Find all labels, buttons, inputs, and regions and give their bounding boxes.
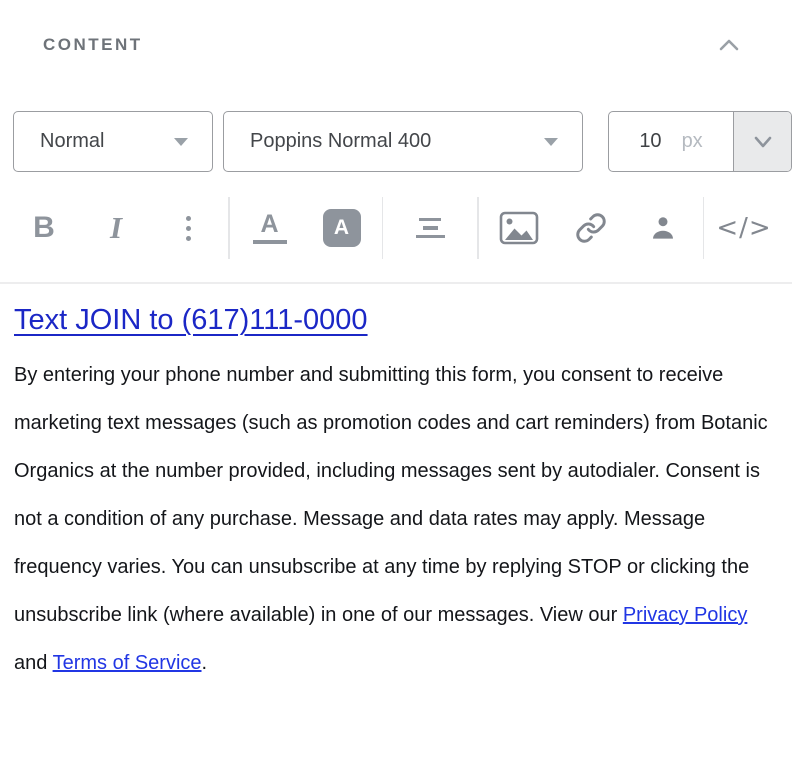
- bold-button[interactable]: [8, 196, 80, 260]
- paragraph-style-dropdown[interactable]: [13, 111, 213, 172]
- consent-text-part1: By entering your phone number and submitting this form, you consent to receive marketing text messages (such as promotion codes and cart reminders) from Botanic Organics at the number provided, including messages sent by autodialer. Consent is not a condition of any purchase. Message and data rates may apply. Message frequency varies. You can unsubscribe at any time by replying STOP or clicking the unsubscribe link (where available) in one of our messages. View our: [14, 364, 768, 626]
- text-color-button[interactable]: [234, 196, 306, 260]
- image-icon: [498, 210, 540, 246]
- font-size-value: 10: [639, 130, 662, 152]
- consent-paragraph: [14, 351, 770, 687]
- editor-content-area[interactable]: [0, 284, 792, 687]
- code-icon: </>: [716, 213, 772, 243]
- code-view-button[interactable]: [708, 196, 780, 260]
- bold-icon: B: [33, 211, 55, 244]
- chevron-up-icon: [714, 34, 744, 56]
- italic-icon: I: [109, 210, 123, 245]
- font-size-control: [608, 111, 792, 172]
- collapse-panel-button[interactable]: [714, 34, 744, 56]
- terms-of-service-link[interactable]: Terms of Service: [52, 652, 202, 674]
- insert-image-button[interactable]: [483, 196, 555, 260]
- caret-down-icon: [174, 138, 188, 146]
- panel-title: CONTENT: [43, 35, 143, 54]
- italic-button[interactable]: [80, 196, 152, 260]
- join-number-link[interactable]: Text JOIN to (617)111-0000: [14, 304, 368, 336]
- kebab-menu-icon: [186, 216, 191, 241]
- consent-text-part2: and: [14, 652, 53, 674]
- alignment-button[interactable]: [397, 196, 463, 260]
- align-lines-icon: [416, 218, 445, 239]
- font-family-value: Poppins Normal 400: [250, 130, 432, 152]
- highlight-color-icon: A: [323, 209, 361, 247]
- more-options-button[interactable]: [152, 196, 224, 260]
- caret-down-icon: [544, 138, 558, 146]
- formatting-toolbar: [0, 196, 792, 260]
- consent-text-part3: .: [201, 652, 208, 674]
- chevron-down-icon: [750, 132, 776, 152]
- chain-link-icon: [575, 212, 607, 244]
- privacy-policy-link[interactable]: Privacy Policy: [622, 604, 748, 626]
- insert-link-button[interactable]: [555, 196, 627, 260]
- toolbar-divider: [477, 197, 479, 259]
- format-dropdown-row: [13, 111, 792, 172]
- text-color-icon: A: [253, 212, 287, 244]
- paragraph-style-value: Normal: [40, 130, 105, 152]
- toolbar-divider: [703, 197, 705, 259]
- personalization-button[interactable]: [627, 196, 699, 260]
- font-size-input[interactable]: [609, 112, 733, 171]
- font-size-dropdown-button[interactable]: [733, 112, 791, 171]
- toolbar-divider: [382, 197, 384, 259]
- person-icon: [648, 213, 678, 243]
- toolbar-divider: [228, 197, 230, 259]
- font-family-dropdown[interactable]: [223, 111, 583, 172]
- font-size-unit: px: [681, 130, 703, 152]
- panel-header: [0, 0, 792, 56]
- highlight-color-button[interactable]: [306, 196, 378, 260]
